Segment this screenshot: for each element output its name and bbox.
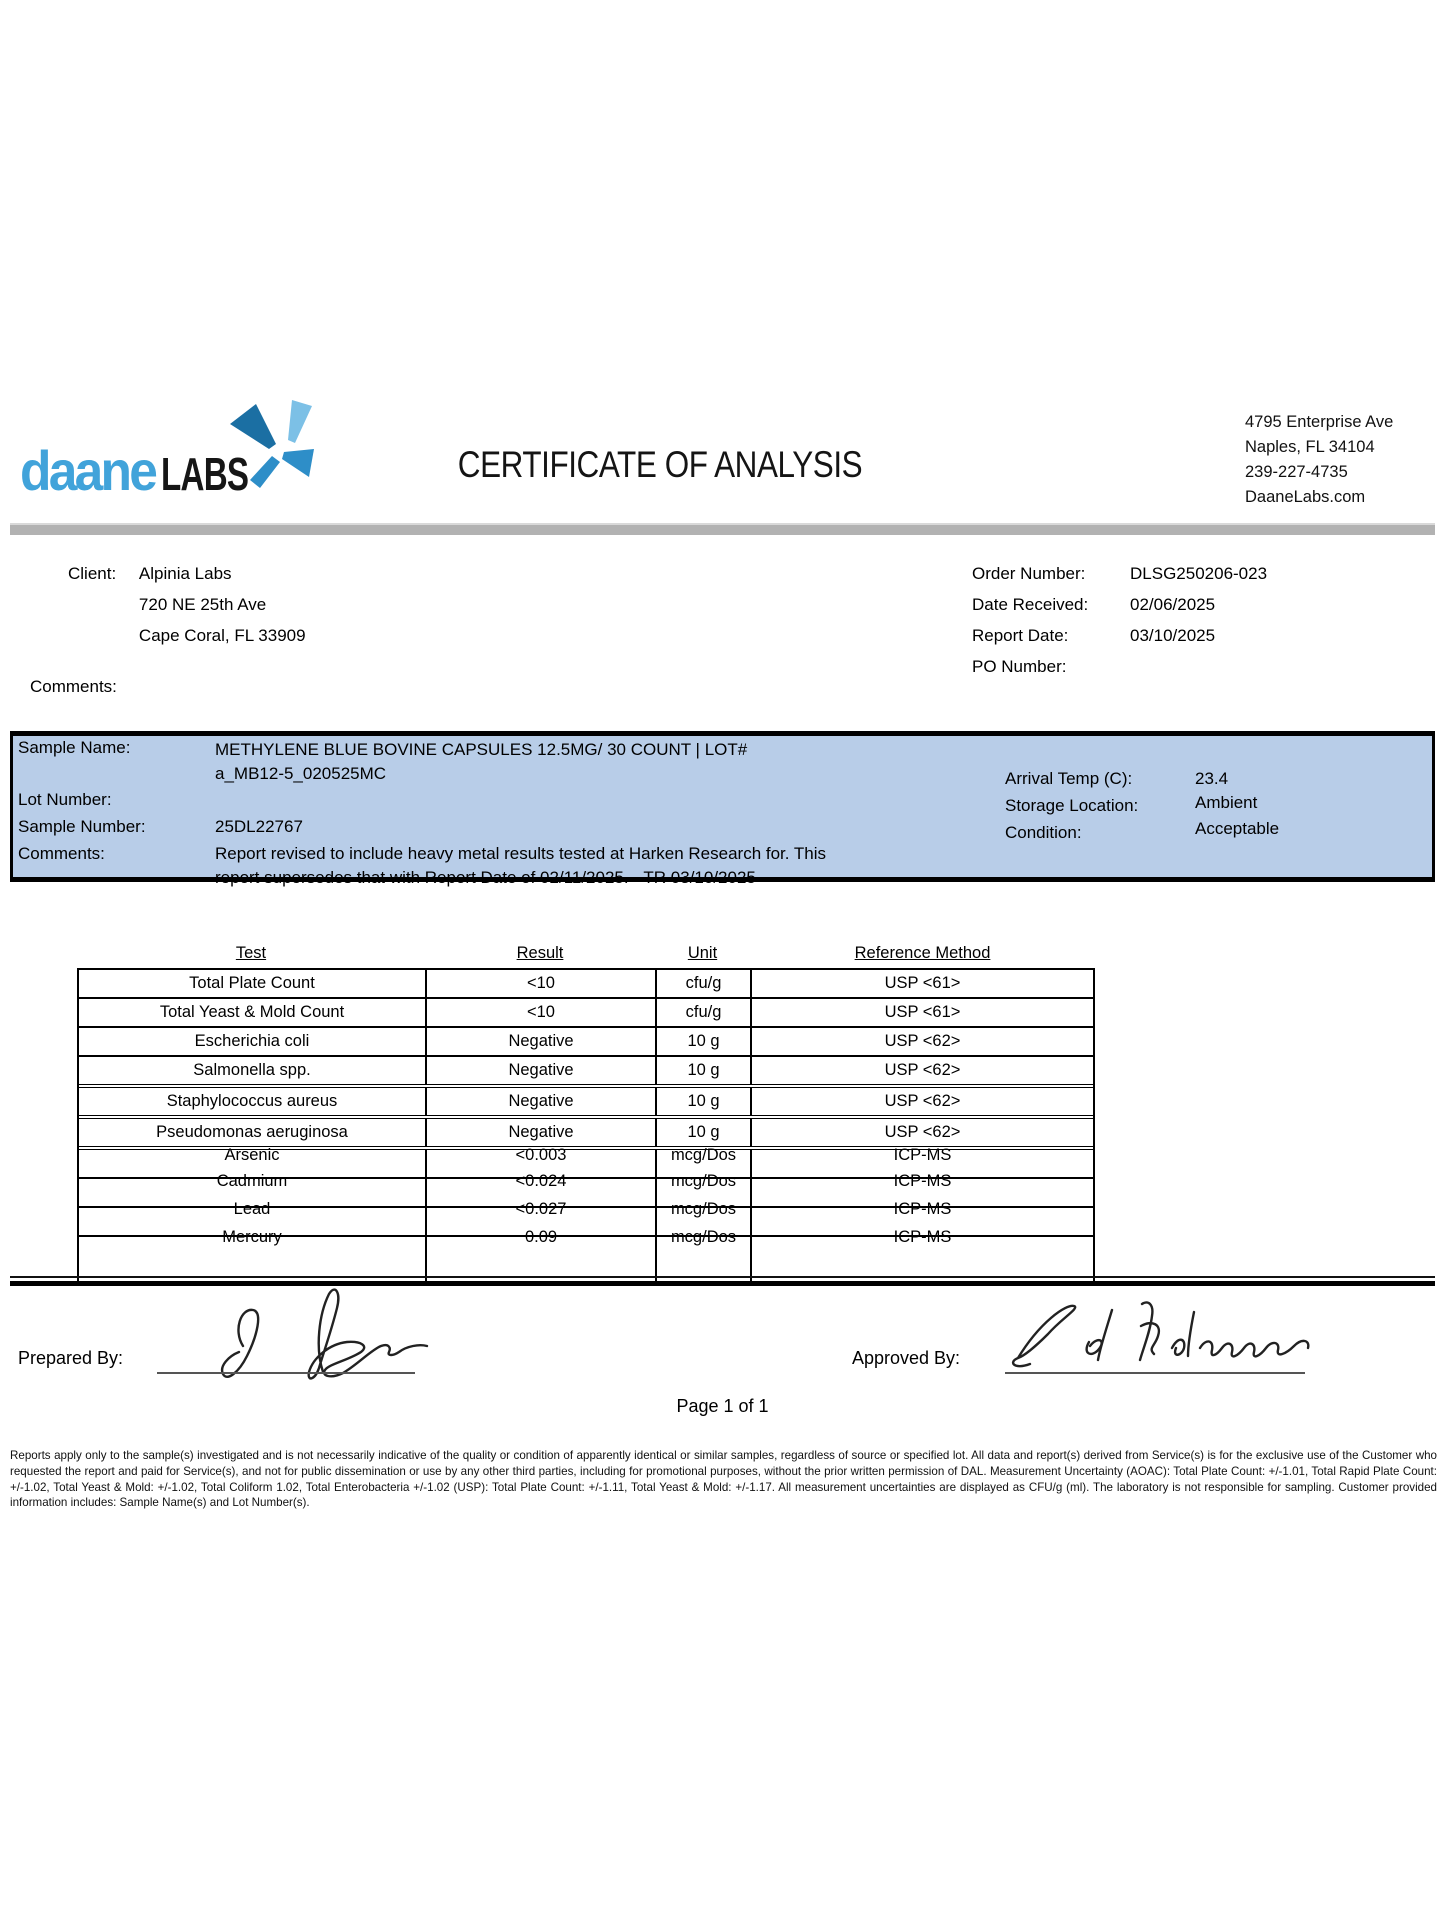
cell-test: Staphylococcus aureus [166,1092,338,1110]
header-result: Result [516,944,564,962]
cell-unit: cfu/g [685,1003,722,1021]
header-reference-method: Reference Method [854,944,991,962]
cell-unit: 10 g [687,1092,720,1110]
sample-name-value: METHYLENE BLUE BOVINE CAPSULES 12.5MG/ 30 COUNT | LOT# a_MB12-5_020525MC [215,740,748,783]
cell-reference-method: USP <61> [884,974,961,992]
cell-reference-method: ICP-MS [893,1200,952,1218]
lab-address-line: 239-227-4735 [1245,463,1348,481]
cell-reference-method: USP <62> [884,1123,961,1141]
signature-divider [10,1276,1435,1286]
report-date-row [972,620,1267,651]
results-table [77,968,1095,1286]
page-number: Page 1 of 1 [676,1396,769,1416]
client-name: Alpinia Labs [138,564,232,583]
arrival-temp-label: Arrival Temp (C): [1005,769,1133,788]
sample-name-label: Sample Name: [18,738,131,757]
order-block [972,558,1267,682]
client-city: Cape Coral, FL 33909 [138,626,306,645]
cell-test: Pseudomonas aeruginosa [156,1123,348,1141]
table-row [79,970,1093,997]
table-row [79,997,1093,1026]
cell-result: <0.024 [515,1172,567,1190]
po-number-row [972,651,1267,682]
lab-address-line: Naples, FL 34104 [1245,438,1375,456]
client-block [68,558,306,651]
cell-test: Arsenic [224,1146,280,1164]
lab-address [1245,410,1393,510]
sample-comments-value: Report revised to include heavy metal results tested at Harken Research for. This report supersedes that with Report Date of 02/11/2025. - TR 03/10/2025 [215,844,827,887]
lab-address-line: DaaneLabs.com [1245,488,1366,506]
sample-number-value: 25DL22767 [215,817,303,836]
approved-by-label: Approved By: [852,1348,961,1368]
prepared-signature [195,1286,475,1382]
condition-label: Condition: [1005,823,1082,842]
table-row [79,1115,1093,1146]
date-received-label: Date Received: [972,595,1089,614]
condition-value: Acceptable [1195,819,1280,838]
prepared-signature-line [157,1372,415,1374]
cell-result: Negative [508,1092,574,1110]
date-received-value: 02/06/2025 [1130,595,1216,614]
cell-unit: mcg/Dos [670,1172,737,1190]
cell-result: <10 [527,974,555,992]
header-divider [10,523,1435,535]
cell-reference-method: ICP-MS [893,1172,952,1190]
cell-unit: 10 g [687,1032,720,1050]
table-row [79,1084,1093,1115]
lot-number-label: Lot Number: [18,790,112,809]
sample-info-box [10,731,1435,887]
cell-unit: mcg/Dos [670,1228,737,1246]
client-address [139,558,306,651]
cell-reference-method: USP <62> [884,1061,961,1079]
prepared-by-label: Prepared By: [18,1348,124,1368]
cell-unit: 10 g [687,1123,720,1141]
po-number-label: PO Number: [972,657,1067,676]
cell-reference-method: USP <62> [884,1092,961,1110]
date-received-row [972,589,1267,620]
cell-result: Negative [508,1061,574,1079]
lab-address-line: 4795 Enterprise Ave [1245,413,1394,431]
cell-result: 0.09 [524,1228,558,1246]
cell-test: Lead [233,1200,271,1218]
cell-reference-method: USP <61> [884,1003,961,1021]
cell-test: Cadmium [216,1172,288,1190]
cell-test: Salmonella spp. [193,1061,311,1079]
cell-unit: mcg/Dos [670,1146,737,1164]
header-test: Test [235,944,267,962]
cell-result: <0.027 [515,1200,567,1218]
header-unit: Unit [687,944,718,962]
logo-daane-text: daane [20,439,156,502]
cell-reference-method: ICP-MS [893,1146,952,1164]
approved-signature [1000,1290,1330,1375]
cell-unit: 10 g [687,1061,720,1079]
disclaimer-text: Reports apply only to the sample(s) investigated and is not necessarily indicative of the quality or condition of apparently identical or similar samples, regardless of source or specified lot. All data and report(s) derived from Service(s) is for the exclusive use of the Customer who requested the report and paid for Service(s), and not for public dissemination or use by any other third parties, including for promotional purposes, without the prior written permission of DAL. Measurement Uncertainty (AOAC): Total Plate Count: +/-1.01, Total Rapid Plate Count: +/-1.02, Total Yeast & Mold: +/-1.02, Total Coliform 1.02, Total Enterobacteria +/-1.02 (USP): Total Plate Count: +/-1.11, Total Yeast & Mold: +/-1.17. All measurement uncertainties are displayed as CFU/g (ml). The laboratory is not responsible for sampling. Customer provided information includes: Sample Name(s) and Lot Number(s). [10,1449,1437,1510]
table-row [79,1055,1093,1084]
cell-reference-method: USP <62> [884,1032,961,1050]
cell-test: Mercury [222,1228,282,1246]
cell-test: Escherichia coli [194,1032,310,1050]
order-number-label: Order Number: [972,564,1086,583]
cell-test: Total Plate Count [189,974,315,992]
client-street: 720 NE 25th Ave [138,595,267,614]
storage-location-label: Storage Location: [1005,796,1139,815]
results-table-header [77,944,1095,963]
order-number-value: DLSG250206-023 [1130,564,1268,583]
cell-unit: mcg/Dos [670,1200,737,1218]
sample-number-label: Sample Number: [18,817,146,836]
table-row [79,1026,1093,1055]
approved-signature-line [1005,1372,1305,1374]
logo-labs-text: LABS [160,448,249,500]
arrival-temp-value: 23.4 [1195,769,1229,788]
order-number-row [972,558,1267,589]
cell-result: <10 [527,1003,555,1021]
cell-reference-method: ICP-MS [893,1228,952,1246]
cell-unit: cfu/g [685,974,722,992]
comments-label: Comments: [30,677,117,696]
cell-result: Negative [508,1123,574,1141]
storage-location-value: Ambient [1195,793,1258,812]
document-title: CERTIFICATE OF ANALYSIS [457,444,863,485]
report-date-value: 03/10/2025 [1130,626,1216,645]
logo-starburst-icon [222,398,318,490]
sample-comments-label: Comments: [18,844,105,863]
client-label: Client: [68,564,117,583]
report-date-label: Report Date: [972,626,1069,645]
cell-test: Total Yeast & Mold Count [159,1003,345,1021]
cell-result: <0.003 [515,1146,567,1164]
cell-result: Negative [508,1032,574,1050]
